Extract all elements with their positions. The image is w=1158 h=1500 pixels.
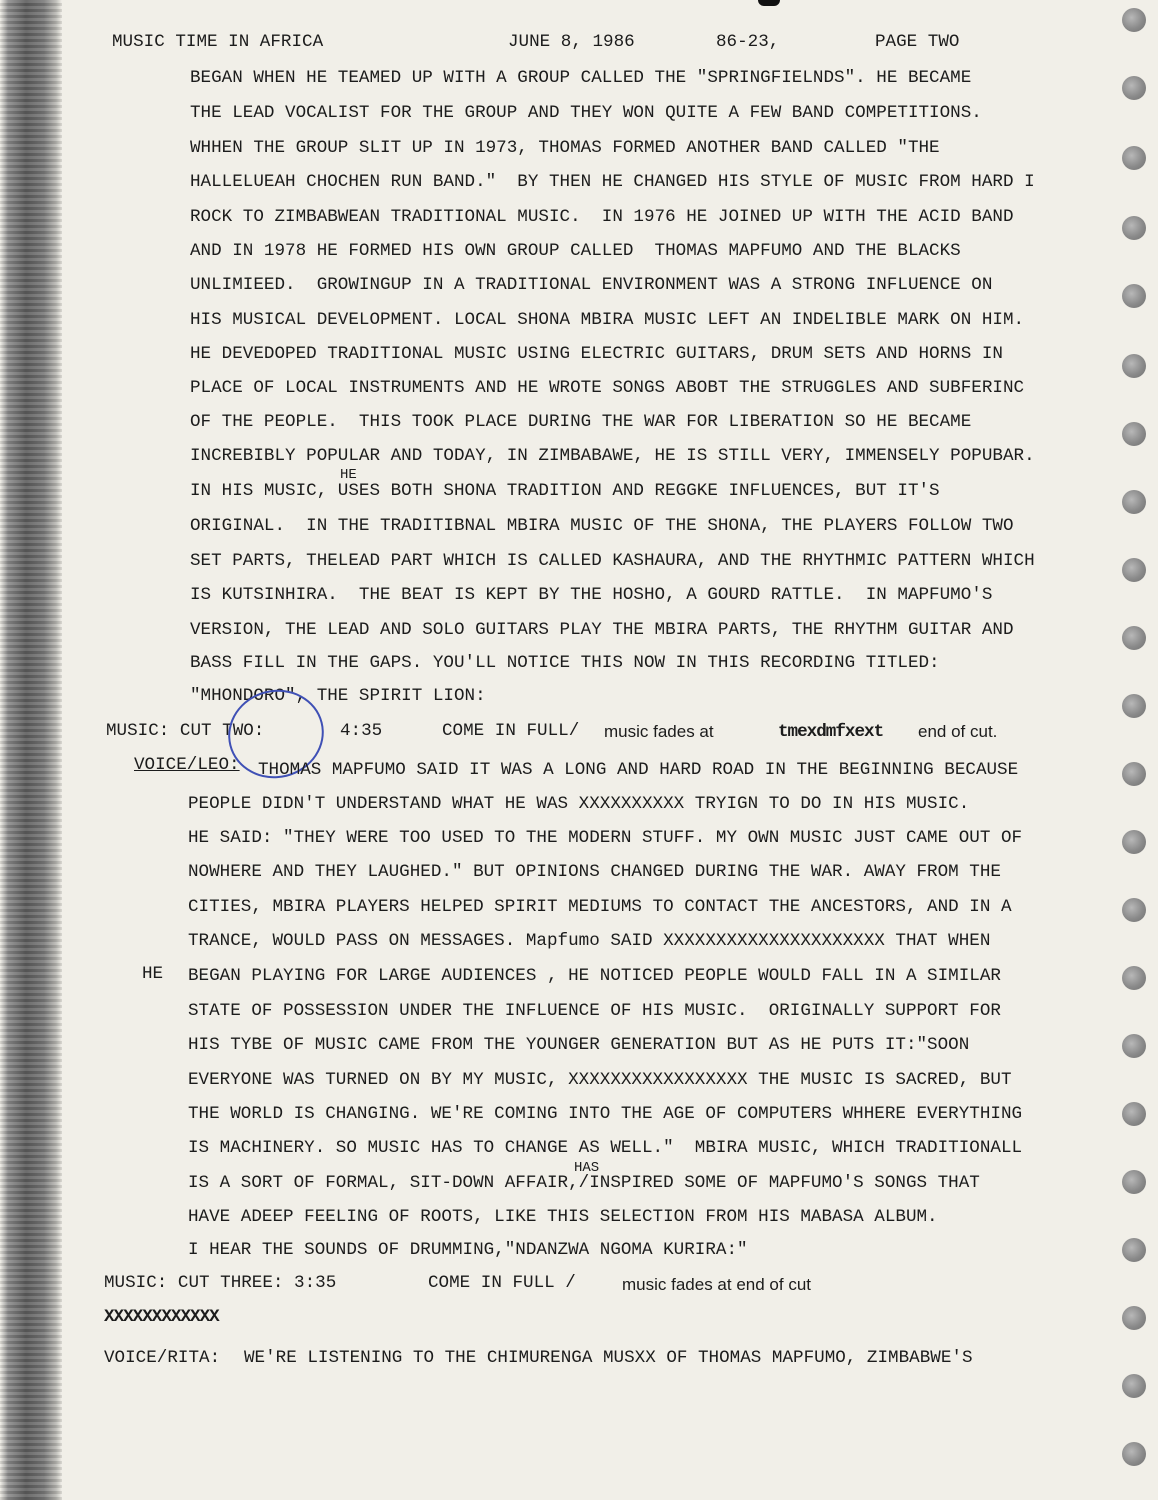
- cue-two-time: 4:35: [340, 721, 383, 741]
- header-code: 86-23,: [716, 32, 780, 52]
- cue-three-note: music fades at end of cut: [622, 1275, 811, 1294]
- text-line: VERSION, THE LEAD AND SOLO GUITARS PLAY THE MBIRA PARTS, THE RHYTHM GUITAR AND: [190, 620, 1014, 640]
- cue-two-label: MUSIC: CUT TWO:: [106, 721, 265, 741]
- punch-hole: [1122, 8, 1146, 32]
- text-line: HALLELUEAH CHOCHEN RUN BAND." BY THEN HE CHANGED HIS STYLE OF MUSIC FROM HARD I: [190, 172, 1035, 192]
- text-line: IS MACHINERY. SO MUSIC HAS TO CHANGE AS WELL." MBIRA MUSIC, WHICH TRADITIONALL: [188, 1138, 1023, 1158]
- cue-three-label: MUSIC: CUT THREE: 3:35: [104, 1273, 337, 1293]
- voice-leo-label: VOICE/LEO:: [134, 755, 240, 775]
- header-title: MUSIC TIME IN AFRICA: [112, 32, 324, 52]
- text-line: CITIES, MBIRA PLAYERS HELPED SPIRIT MEDIUMS TO CONTACT THE ANCESTORS, AND IN A: [188, 897, 1012, 917]
- left-binding-shadow: [0, 0, 62, 1500]
- staple-mark: [758, 0, 780, 6]
- punch-holes: [1118, 0, 1158, 1500]
- punch-hole: [1122, 216, 1146, 240]
- text-line: THE LEAD VOCALIST FOR THE GROUP AND THEY WON QUITE A FEW BAND COMPETITIONS.: [190, 103, 982, 123]
- punch-hole: [1122, 1442, 1146, 1466]
- text-line: OF THE PEOPLE. THIS TOOK PLACE DURING THE WAR FOR LIBERATION SO HE BECAME: [190, 412, 972, 432]
- text-line: BEGAN WHEN HE TEAMED UP WITH A GROUP CALLED THE "SPRINGFIELNDS". HE BECAME: [190, 68, 972, 88]
- punch-hole: [1122, 354, 1146, 378]
- text-line: "MHONDORO", THE SPIRIT LION:: [190, 686, 486, 706]
- punch-hole: [1122, 694, 1146, 718]
- punch-hole: [1122, 284, 1146, 308]
- punch-hole: [1122, 1102, 1146, 1126]
- punch-hole: [1122, 1034, 1146, 1058]
- text-line: BEGAN PLAYING FOR LARGE AUDIENCES , HE NOTICED PEOPLE WOULD FALL IN A SIMILAR: [188, 966, 1001, 986]
- text-line: HE SAID: "THEY WERE TOO USED TO THE MODERN STUFF. MY OWN MUSIC JUST CAME OUT OF: [188, 828, 1023, 848]
- punch-hole: [1122, 1306, 1146, 1330]
- text-line: PLACE OF LOCAL INSTRUMENTS AND HE WROTE SONGS ABOBT THE STRUGGLES AND SUBFERINC: [190, 378, 1025, 398]
- struck-line: XXXXXXXXXXXX: [104, 1307, 219, 1327]
- text-line: HAVE ADEEP FEELING OF ROOTS, LIKE THIS SELECTION FROM HIS MABASA ALBUM.: [188, 1207, 938, 1227]
- voice-leo-first-line: THOMAS MAPFUMO SAID IT WAS A LONG AND HARD ROAD IN THE BEGINNING BECAUSE: [258, 760, 1019, 780]
- margin-insert-he: HE: [142, 964, 164, 984]
- text-line: ORIGINAL. IN THE TRADITIBNAL MBIRA MUSIC OF THE SHONA, THE PLAYERS FOLLOW TWO: [190, 516, 1014, 536]
- punch-hole: [1122, 1170, 1146, 1194]
- punch-hole: [1122, 898, 1146, 922]
- text-line: I HEAR THE SOUNDS OF DRUMMING,"NDANZWA NGOMA KURIRA:": [188, 1240, 748, 1260]
- punch-hole: [1122, 626, 1146, 650]
- cue-two-struck: tmexdmfxext: [778, 722, 884, 742]
- text-line: ROCK TO ZIMBABWEAN TRADITIONAL MUSIC. IN 1976 HE JOINED UP WITH THE ACID BAND: [190, 207, 1014, 227]
- text-line: SET PARTS, THELEAD PART WHICH IS CALLED KASHAURA, AND THE RHYTHMIC PATTERN WHICH: [190, 551, 1035, 571]
- text-line: PEOPLE DIDN'T UNDERSTAND WHAT HE WAS XXXXXXXXXX TRYIGN TO DO IN HIS MUSIC.: [188, 794, 970, 814]
- text-line: WHHEN THE GROUP SLIT UP IN 1973, THOMAS FORMED ANOTHER BAND CALLED "THE: [190, 138, 940, 158]
- text-line: NOWHERE AND THEY LAUGHED." BUT OPINIONS CHANGED DURING THE WAR. AWAY FROM THE: [188, 862, 1001, 882]
- header-date: JUNE 8, 1986: [508, 32, 635, 52]
- punch-hole: [1122, 422, 1146, 446]
- voice-rita-text: WE'RE LISTENING TO THE CHIMURENGA MUSXX OF THOMAS MAPFUMO, ZIMBABWE'S: [244, 1348, 973, 1368]
- text-line: EVERYONE WAS TURNED ON BY MY MUSIC, XXXXXXXXXXXXXXXXX THE MUSIC IS SACRED, BUT: [188, 1070, 1012, 1090]
- handwritten-insert-has: HAS: [574, 1160, 600, 1176]
- cue-three-instruction: COME IN FULL /: [428, 1273, 576, 1293]
- punch-hole: [1122, 490, 1146, 514]
- punch-hole: [1122, 146, 1146, 170]
- text-line: IS A SORT OF FORMAL, SIT-DOWN AFFAIR,/INSPIRED SOME OF MAPFUMO'S SONGS THAT: [188, 1173, 980, 1193]
- text-line: TRANCE, WOULD PASS ON MESSAGES. Mapfumo SAID XXXXXXXXXXXXXXXXXXXXX THAT WHEN: [188, 931, 991, 951]
- text-line: THE WORLD IS CHANGING. WE'RE COMING INTO THE AGE OF COMPUTERS WHHERE EVERYTHING: [188, 1104, 1023, 1124]
- text-line: BASS FILL IN THE GAPS. YOU'LL NOTICE THIS NOW IN THIS RECORDING TITLED:: [190, 653, 940, 673]
- cue-two-note-end: end of cut.: [918, 722, 998, 741]
- punch-hole: [1122, 558, 1146, 582]
- text-line: AND IN 1978 HE FORMED HIS OWN GROUP CALLED THOMAS MAPFUMO AND THE BLACKS: [190, 241, 961, 261]
- text-line: UNLIMIEED. GROWINGUP IN A TRADITIONAL ENVIRONMENT WAS A STRONG INFLUENCE ON: [190, 275, 993, 295]
- punch-hole: [1122, 966, 1146, 990]
- cue-two-note: music fades at: [604, 722, 714, 741]
- text-line: INCREBIBLY POPULAR AND TODAY, IN ZIMBABAWE, HE IS STILL VERY, IMMENSELY POPUBAR.: [190, 446, 1035, 466]
- punch-hole: [1122, 1374, 1146, 1398]
- punch-hole: [1122, 830, 1146, 854]
- punch-hole: [1122, 762, 1146, 786]
- cue-two-instruction: COME IN FULL/: [442, 721, 580, 741]
- text-line: IS KUTSINHIRA. THE BEAT IS KEPT BY THE HOSHO, A GOURD RATTLE. IN MAPFUMO'S: [190, 585, 993, 605]
- punch-hole: [1122, 76, 1146, 100]
- voice-rita-label: VOICE/RITA:: [104, 1348, 221, 1368]
- text-line: HE DEVEDOPED TRADITIONAL MUSIC USING ELECTRIC GUITARS, DRUM SETS AND HORNS IN: [190, 344, 1003, 364]
- punch-hole: [1122, 1238, 1146, 1262]
- text-line: STATE OF POSSESSION UNDER THE INFLUENCE OF HIS MUSIC. ORIGINALLY SUPPORT FOR: [188, 1001, 1001, 1021]
- text-line: HIS TYBE OF MUSIC CAME FROM THE YOUNGER GENERATION BUT AS HE PUTS IT:"SOON: [188, 1035, 970, 1055]
- text-line: IN HIS MUSIC, USES BOTH SHONA TRADITION AND REGGKE INFLUENCES, BUT IT'S: [190, 481, 940, 501]
- header-page: PAGE TWO: [875, 32, 960, 52]
- handwritten-insert-he: HE: [340, 467, 357, 483]
- text-line: HIS MUSICAL DEVELOPMENT. LOCAL SHONA MBIRA MUSIC LEFT AN INDELIBLE MARK ON HIM.: [190, 310, 1025, 330]
